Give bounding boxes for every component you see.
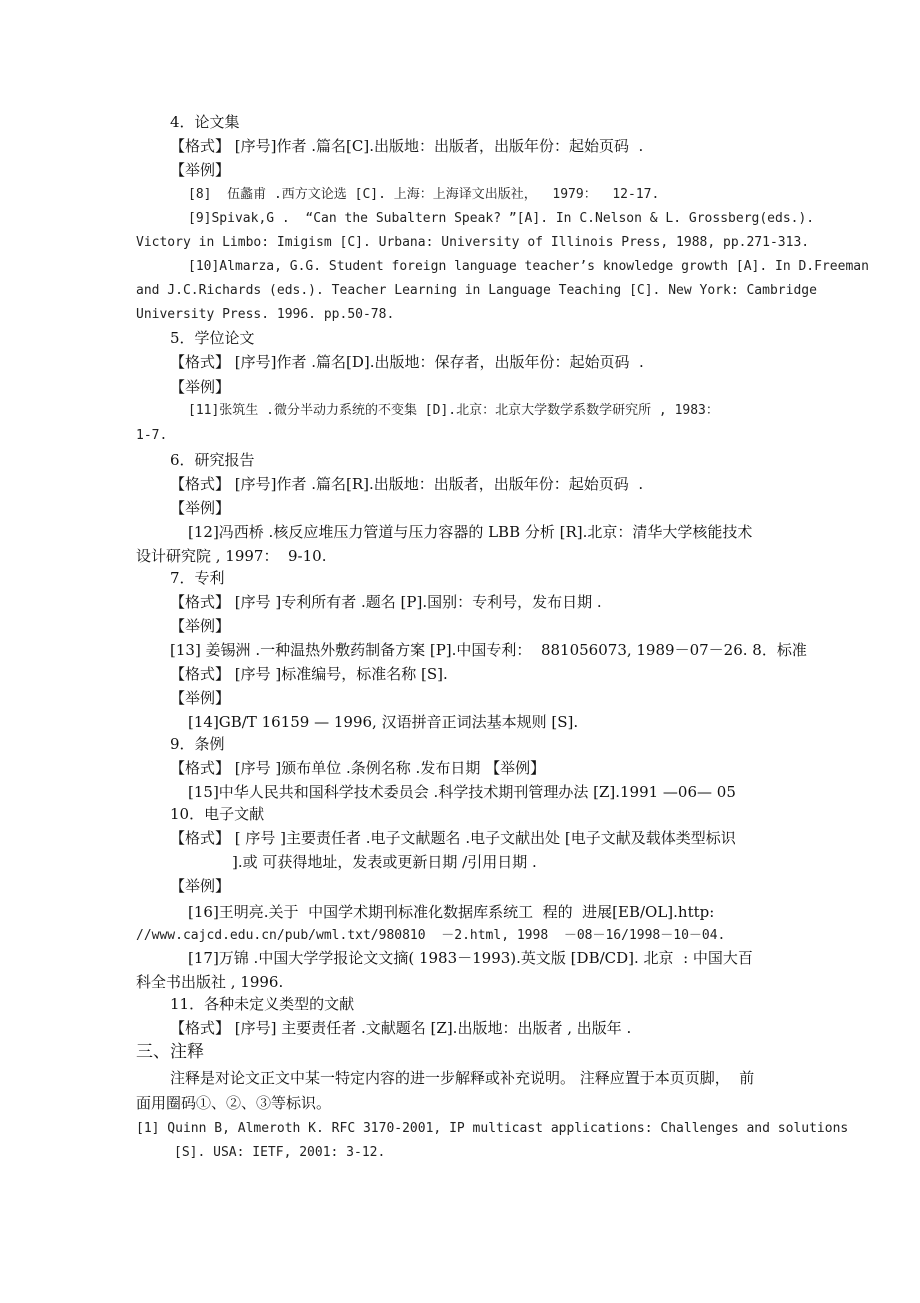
footnote-1: [1] Quinn B, Almeroth K. RFC 3170-2001, IP multicast applications: Challenges and solutions <box>136 1121 849 1136</box>
heading-regulation: 9．条例 <box>170 735 225 753</box>
reference-13: [13] 姜锡洲 .一种温热外敷药制备方案 [P].中国专利： 881056073, 1989－07－26. 8．标准 <box>170 641 807 659</box>
example-label: 【举例】 <box>170 617 231 635</box>
format-line-cont: ].或 可获得地址，发表或更新日期 /引用日期 . <box>232 853 537 871</box>
format-line: 【格式】 [ 序号 ]主要责任者 .电子文献题名 .电子文献出处 [电子文献及载体类型标识 <box>170 829 736 847</box>
heading-thesis: 5．学位论文 <box>170 329 255 347</box>
reference-11: [11]张筑生 .微分半动力系统的不变集 [D].北京：北京大学数学系数学研究所 , 1983： <box>188 403 719 418</box>
format-line: 【格式】 [序号] 主要责任者 .文献题名 [Z].出版地：出版者 , 出版年 . <box>170 1019 632 1037</box>
reference-16: [16]王明亮.关于 中国学术期刊标准化数据库系统工 程的 进展[EB/OL].http: <box>188 903 715 921</box>
reference-9: [9]Spivak,G . “Can the Subaltern Speak? ”[A]. In C.Nelson & L. Grossberg(eds.). <box>188 211 815 226</box>
format-line: 【格式】 [序号]作者 .篇名[C].出版地：出版者，出版年份：起始页码 . <box>170 137 644 155</box>
format-line: 【格式】 [序号]作者 .篇名[D].出版地：保存者，出版年份：起始页码 . <box>170 353 644 371</box>
format-line: 【格式】 [序号]作者 .篇名[R].出版地：出版者，出版年份：起始页码 . <box>170 475 644 493</box>
example-label: 【举例】 <box>170 689 231 707</box>
notes-paragraph-cont: 面用圈码①、②、③等标识。 <box>136 1094 332 1112</box>
heading-undefined: 11．各种未定义类型的文献 <box>170 995 355 1013</box>
notes-paragraph: 注释是对论文正文中某一特定内容的进一步解释或补充说明。 注释应置于本页页脚， 前 <box>170 1069 755 1087</box>
reference-14: [14]GB/T 16159 — 1996, 汉语拼音正词法基本规则 [S]. <box>188 713 579 731</box>
reference-10: [10]Almarza, G.G. Student foreign language teacher’s knowledge growth [A]. In D.Freeman <box>188 259 869 274</box>
heading-proceedings: 4．论文集 <box>170 113 240 131</box>
reference-8: [8] 伍蠡甫 .西方文论选 [C]. 上海：上海译文出版社， 1979： 12-17. <box>188 187 660 202</box>
reference-12-cont: 设计研究院 , 1997： 9-10. <box>136 547 327 565</box>
reference-16-cont: //www.cajcd.edu.cn/pub/wml.txt/980810 －2.html, 1998 －08－16/1998－10－04. <box>136 928 726 943</box>
example-label: 【举例】 <box>170 499 231 517</box>
reference-9-cont: Victory in Limbo: Imigism [C]. Urbana: University of Illinois Press, 1988, pp.271-313. <box>136 235 810 250</box>
format-line: 【格式】 [序号 ]标准编号，标准名称 [S]. <box>170 665 448 683</box>
reference-12: [12]冯西桥 .核反应堆压力管道与压力容器的 LBB 分析 [R].北京：清华大学核能技术 <box>188 523 753 541</box>
format-line: 【格式】 [序号 ]专利所有者 .题名 [P].国别：专利号，发布日期 . <box>170 593 602 611</box>
reference-17-cont: 科全书出版社 , 1996. <box>136 973 284 991</box>
reference-11-cont: 1-7. <box>136 428 168 443</box>
format-line: 【格式】 [序号 ]颁布单位 .条例名称 .发布日期 【举例】 <box>170 759 546 777</box>
reference-15: [15]中华人民共和国科学技术委员会 .科学技术期刊管理办法 [Z].1991 —06— 05 <box>188 783 736 801</box>
reference-10-cont: and J.C.Richards (eds.). Teacher Learning in Language Teaching [C]. New York: Cambridge <box>136 283 817 298</box>
example-label: 【举例】 <box>170 378 231 396</box>
heading-electronic: 10．电子文献 <box>170 805 265 823</box>
example-label: 【举例】 <box>170 877 231 895</box>
reference-10-cont2: University Press. 1996. pp.50-78. <box>136 307 395 322</box>
footnote-1-cont: [S]. USA: IETF, 2001: 3-12. <box>174 1145 386 1160</box>
reference-17: [17]万锦 .中国大学学报论文文摘( 1983－1993).英文版 [DB/CD]. 北京 : 中国大百 <box>188 949 753 967</box>
heading-patent: 7．专利 <box>170 569 225 587</box>
section-notes-heading: 三、注释 <box>136 1042 204 1062</box>
example-label: 【举例】 <box>170 161 231 179</box>
heading-report: 6．研究报告 <box>170 451 255 469</box>
